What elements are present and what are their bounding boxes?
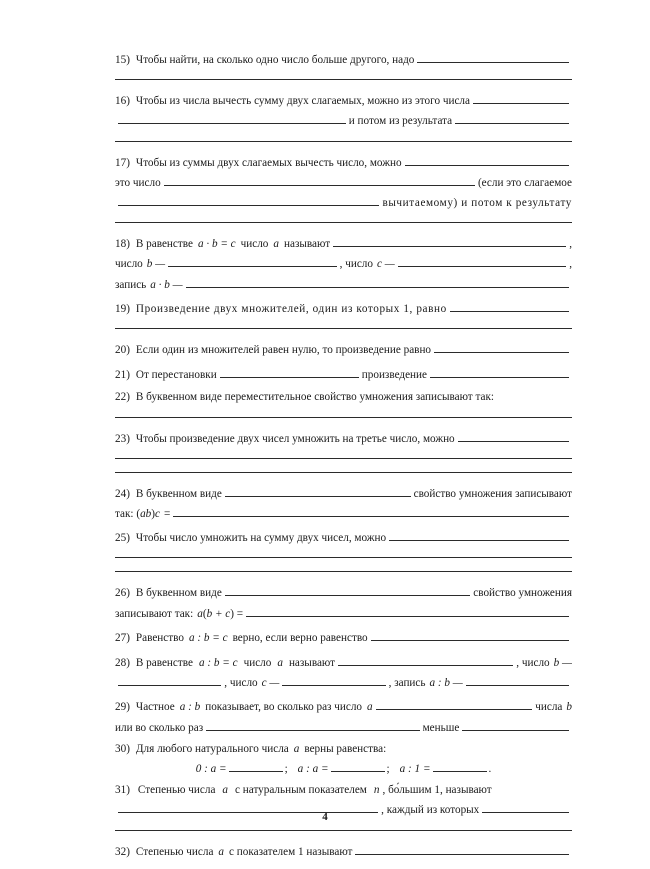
question-item	[115, 93, 572, 141]
question-number: 15)	[115, 54, 130, 66]
question-text: показывает, во сколько раз число	[205, 701, 363, 714]
math-variable: c —	[376, 258, 395, 271]
question-line	[115, 236, 572, 250]
question-text: , бо́льшим 1, называют	[382, 784, 492, 797]
separator: .	[488, 763, 492, 776]
question-line	[115, 256, 572, 270]
question-text: Для любого натурального числа	[135, 742, 289, 755]
answer-blank[interactable]	[118, 675, 221, 686]
question-text: Частное	[135, 701, 175, 714]
question-text: ) =	[230, 607, 244, 620]
question-line	[115, 392, 572, 403]
question-text: , каждый из которых	[381, 804, 480, 817]
question-line	[115, 785, 572, 796]
answer-blank[interactable]	[225, 585, 470, 596]
question-item	[115, 744, 572, 775]
question-text: так: (	[115, 508, 141, 521]
question-item	[115, 342, 572, 356]
question-text: ,	[569, 238, 572, 251]
answer-blank[interactable]	[473, 93, 569, 104]
math-variable: b —	[146, 258, 166, 271]
question-item	[115, 785, 572, 830]
question-item	[115, 431, 572, 473]
question-number: 19)	[115, 302, 130, 315]
question-number: 31)	[115, 784, 130, 797]
math-variable: c —	[261, 677, 280, 690]
answer-blank[interactable]	[417, 52, 569, 63]
math-variable: n	[373, 784, 380, 797]
answer-blank[interactable]	[115, 79, 572, 80]
question-text: (если это слагаемое	[477, 176, 572, 189]
question-text: произведение	[361, 369, 427, 382]
question-text: , число	[339, 258, 373, 271]
math-expression: a : b	[179, 701, 201, 714]
question-item	[115, 301, 572, 329]
question-text: свойство умножения	[473, 587, 572, 600]
question-number: 24)	[115, 487, 130, 500]
question-item	[115, 155, 572, 224]
question-number: 29)	[115, 701, 130, 714]
answer-blank[interactable]	[115, 222, 572, 223]
answer-blank[interactable]	[168, 256, 337, 267]
math-expression: a · b —	[150, 278, 183, 291]
question-text: меньше	[422, 721, 460, 734]
question-text: , запись	[388, 677, 426, 690]
page-number: 4	[322, 811, 328, 823]
question-line	[115, 506, 572, 520]
answer-blank[interactable]	[433, 761, 487, 772]
math-expression: a · b = c	[197, 238, 236, 251]
question-number: 26)	[115, 587, 130, 600]
answer-blank[interactable]	[331, 761, 385, 772]
separator: ;	[284, 763, 288, 776]
question-text: с натуральным показателем	[235, 784, 367, 797]
question-number: 30)	[115, 742, 130, 755]
question-text: Произведение двух множителей, один из которых 1, равно	[135, 302, 447, 315]
answer-blank[interactable]	[450, 301, 569, 312]
math-variable: a	[367, 701, 373, 714]
question-text: и потом из результата	[348, 115, 453, 128]
question-text: ,	[569, 258, 573, 271]
question-text: запись	[115, 278, 147, 291]
question-line	[115, 699, 572, 713]
question-text: число	[240, 238, 269, 251]
question-text: или во сколько раз	[115, 721, 204, 734]
question-text: От перестановки	[135, 369, 217, 382]
answer-blank[interactable]	[229, 761, 283, 772]
question-item	[115, 844, 572, 858]
question-line	[115, 630, 572, 644]
question-number: 23)	[115, 432, 130, 445]
question-line	[115, 585, 572, 599]
question-line	[115, 530, 572, 544]
math-variable: a	[277, 657, 283, 670]
question-text: называют	[288, 657, 336, 670]
answer-blank[interactable]	[118, 195, 379, 206]
question-text: В буквенном виде	[135, 587, 222, 600]
answer-blank[interactable]	[398, 256, 567, 267]
question-text: , число	[224, 677, 258, 690]
question-line	[115, 277, 572, 291]
question-line	[115, 93, 572, 107]
math-expression: a : b —	[429, 677, 463, 690]
question-text: верны равенства:	[304, 742, 387, 755]
question-text: Чтобы найти, на сколько одно число больше другого, надо	[135, 54, 415, 66]
math-variable: a	[273, 238, 279, 251]
question-text: число	[243, 657, 272, 670]
question-number: 18)	[115, 238, 130, 251]
question-text: Чтобы из числа вычесть сумму двух слагаемых, можно из этого числа	[135, 95, 470, 108]
answer-blank[interactable]	[164, 175, 475, 186]
question-text: число	[115, 258, 143, 271]
answer-blank[interactable]	[246, 606, 569, 617]
question-number: 28)	[115, 657, 130, 670]
answer-blank[interactable]	[462, 720, 569, 731]
question-item	[115, 585, 572, 619]
separator: ;	[386, 763, 390, 776]
question-item	[115, 655, 572, 689]
answer-blank[interactable]	[338, 655, 513, 666]
answer-blank[interactable]	[115, 557, 572, 558]
question-number: 32)	[115, 845, 130, 858]
question-line	[115, 155, 572, 169]
math-variable: ab	[140, 508, 152, 521]
answer-blank[interactable]	[282, 675, 385, 686]
question-line	[115, 113, 572, 127]
question-line	[115, 675, 572, 689]
math-variable: c	[154, 508, 160, 521]
question-item	[115, 236, 572, 291]
answer-blank[interactable]	[115, 830, 572, 831]
question-line	[115, 195, 572, 209]
answer-blank[interactable]	[371, 630, 569, 641]
question-number: 21)	[115, 369, 130, 382]
answer-blank[interactable]	[173, 506, 569, 517]
math-variable: a	[197, 607, 203, 620]
equality-expression: 0 : a =	[195, 763, 227, 776]
math-expression: b + c	[206, 607, 231, 620]
answer-blank[interactable]	[206, 720, 419, 731]
question-text: В буквенном виде	[135, 487, 222, 500]
answer-blank[interactable]	[225, 486, 411, 497]
question-line	[115, 720, 572, 734]
question-text: Если один из множителей равен нулю, то произведение равно	[135, 344, 432, 357]
math-expression: a : b = c	[198, 657, 238, 670]
question-text: называют	[284, 238, 331, 251]
question-text: =	[163, 508, 171, 521]
question-text: вычитаемому) и потом к результату	[382, 197, 572, 210]
question-text: записывают так:	[115, 607, 194, 620]
question-text: , число	[516, 657, 550, 670]
question-item	[115, 486, 572, 520]
question-text: это число	[115, 176, 161, 189]
answer-blank[interactable]	[389, 530, 569, 541]
answer-blank[interactable]	[355, 844, 569, 855]
question-text: )	[151, 508, 155, 521]
question-line	[115, 367, 572, 381]
question-text: числа	[535, 701, 563, 714]
answer-blank[interactable]	[333, 236, 566, 247]
equality-expression: a : 1 =	[399, 763, 431, 776]
question-text: свойство умножения записывают	[413, 487, 572, 500]
question-text: Степенью числа	[135, 845, 214, 858]
answer-blank[interactable]	[455, 113, 569, 124]
answer-blank[interactable]	[115, 328, 572, 329]
question-item	[115, 52, 572, 80]
question-text: В равенстве	[135, 657, 193, 670]
math-variable: b	[566, 701, 572, 714]
answer-blank[interactable]	[115, 571, 572, 572]
question-number: 27)	[115, 631, 130, 644]
question-text: Чтобы произведение двух чисел умножить на третье число, можно	[135, 432, 455, 445]
equality-expression: a : a =	[297, 763, 329, 776]
answer-blank[interactable]	[186, 277, 569, 288]
question-text: В равенстве	[135, 238, 193, 251]
answer-blank[interactable]	[405, 155, 569, 166]
answer-blank[interactable]	[430, 367, 569, 378]
answer-blank[interactable]	[220, 367, 359, 378]
question-number: 22)	[115, 391, 130, 404]
answer-blank[interactable]	[118, 113, 346, 124]
question-line	[115, 844, 572, 858]
question-line	[115, 301, 572, 315]
question-line	[115, 431, 572, 445]
question-line	[115, 52, 572, 66]
question-item	[115, 630, 572, 644]
answer-blank[interactable]	[115, 458, 572, 459]
question-number: 16)	[115, 95, 130, 108]
answer-blank[interactable]	[115, 141, 572, 142]
question-text: верно, если верно равенство	[232, 631, 368, 644]
question-text: Чтобы число умножить на сумму двух чисел, можно	[135, 532, 387, 545]
question-number: 20)	[115, 344, 130, 357]
question-text: с показателем 1 называют	[229, 845, 353, 858]
question-text: Чтобы из суммы двух слагаемых вычесть число, можно	[135, 156, 402, 169]
question-item	[115, 392, 572, 417]
question-item	[115, 530, 572, 572]
question-text: В буквенном виде переместительное свойство умножения записывают так:	[135, 391, 495, 404]
question-line	[115, 342, 572, 356]
question-line	[115, 606, 572, 620]
question-text: Равенство	[135, 631, 184, 644]
question-line	[115, 175, 572, 189]
question-number: 25)	[115, 532, 130, 545]
math-variable: a	[293, 742, 300, 755]
question-text: Степенью числа	[137, 784, 216, 797]
answer-blank[interactable]	[115, 472, 572, 473]
answer-blank[interactable]	[458, 431, 569, 442]
math-variable: a	[222, 784, 229, 797]
question-line	[115, 486, 572, 500]
math-expression: a : b = c	[188, 631, 228, 644]
equalities-row	[115, 761, 572, 775]
question-item	[115, 699, 572, 733]
answer-blank[interactable]	[466, 675, 569, 686]
answer-blank[interactable]	[434, 342, 569, 353]
math-variable: b —	[553, 657, 572, 670]
question-text: (	[202, 607, 207, 620]
question-line	[115, 744, 572, 755]
answer-blank[interactable]	[376, 699, 533, 710]
question-item	[115, 367, 572, 381]
question-line	[115, 655, 572, 669]
question-number: 17)	[115, 156, 130, 169]
answer-blank[interactable]	[115, 417, 572, 418]
math-variable: a	[218, 845, 225, 858]
